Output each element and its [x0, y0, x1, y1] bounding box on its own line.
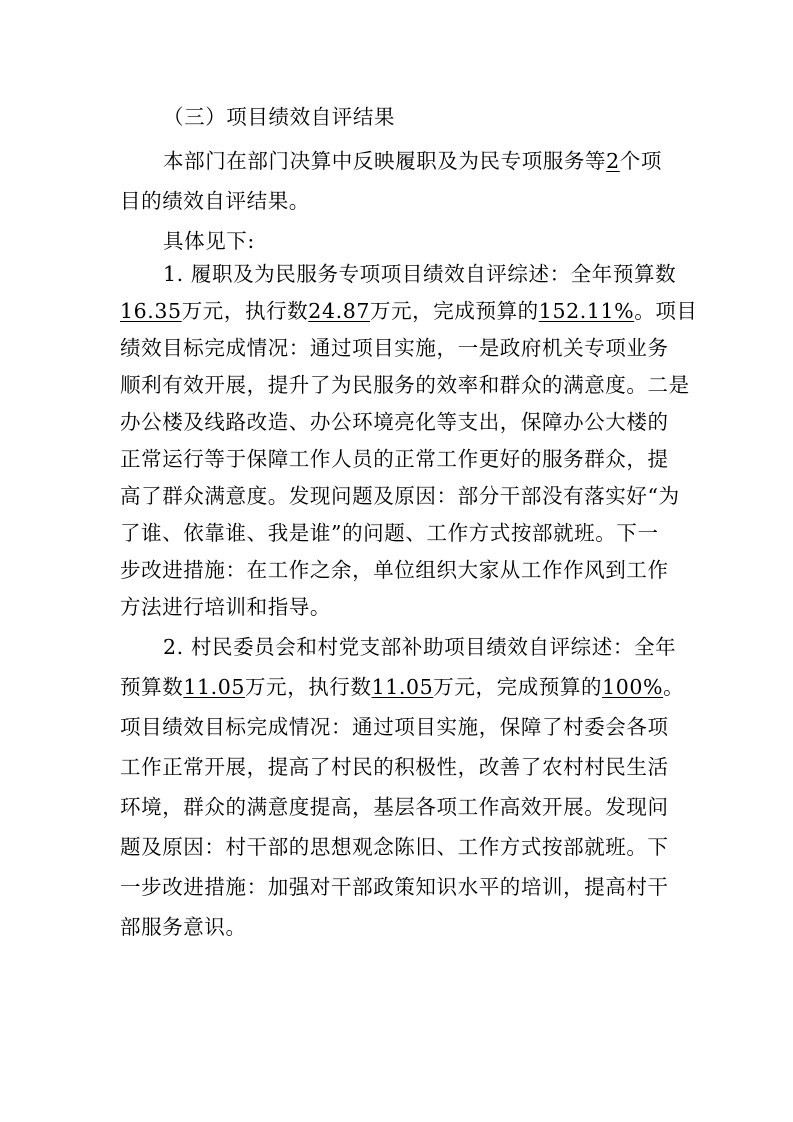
item1-figures [120, 297, 698, 325]
item1-line: 高了群众满意度。发现问题及原因：部分干部没有落实好“为 [120, 484, 680, 508]
section-title: （三）项目绩效自评结果 [163, 105, 396, 129]
item1-line: 顺利有效开展，提升了为民服务的效率和群众的满意度。二是 [120, 373, 690, 397]
intro-line-2: 目的绩效自评结果。 [120, 189, 310, 213]
item1-line: 步改进措施：在工作之余，单位组织大家从工作作风到工作 [120, 558, 669, 582]
item1-line: 了谁、依靠谁、我是谁”的问题、工作方式按部就班。下一 [120, 521, 659, 545]
item2-line: 环境，群众的满意度提高，基层各项工作高效开展。发现问 [120, 795, 669, 819]
intro-line-3: 具体见下: [163, 229, 255, 253]
item1-tail: 。项目 [634, 299, 698, 323]
item2-unit1: 万元，执行数 [245, 675, 372, 699]
item1-line: 绩效目标完成情况：通过项目实施，一是政府机关专项业务 [120, 336, 669, 360]
item1-heading: 1. 履职及为民服务专项项目绩效自评综述：全年预算数 [163, 262, 677, 286]
item1-unit1: 万元，执行数 [181, 299, 309, 323]
intro-text-1: 本部门在部门决算中反映履职及为民专项服务等 [163, 149, 607, 173]
item2-unit2: 万元，完成预算的 [433, 675, 603, 699]
item2-rate: 100% [602, 675, 664, 699]
item2-tail: 。 [663, 675, 685, 699]
item2-line: 题及原因：村干部的思想观念陈旧、工作方式按部就班。下 [120, 835, 669, 859]
intro-text-2: 个项 [619, 149, 662, 173]
item2-budget: 11.05 [183, 675, 245, 699]
item1-rate: 152.11% [538, 299, 635, 323]
item2-line: 工作正常开展，提高了村民的积极性，改善了农村村民生活 [120, 755, 669, 779]
item1-unit2: 万元，完成预算的 [369, 299, 539, 323]
item2-line: 部服务意识。 [120, 915, 247, 939]
item1-line: 方法进行培训和指导。 [120, 595, 331, 619]
item1-line: 办公楼及线路改造、办公环境亮化等支出，保障办公大楼的 [120, 410, 669, 434]
item2-heading: 2. 村民委员会和村党支部补助项目绩效自评综述：全年 [163, 635, 677, 659]
item2-line: 一步改进措施：加强对干部政策知识水平的培训，提高村干 [120, 875, 669, 899]
intro-line-1 [163, 147, 662, 175]
item2-prefix: 预算数 [120, 675, 184, 699]
project-count: 2 [606, 149, 620, 173]
item1-budget: 16.35 [120, 299, 182, 323]
item1-line: 正常运行等于保障工作人员的正常工作更好的服务群众，提 [120, 447, 669, 471]
item2-executed: 11.05 [371, 675, 434, 699]
item2-line: 项目绩效目标完成情况：通过项目实施，保障了村委会各项 [120, 715, 669, 739]
item2-figures [120, 673, 684, 701]
item1-executed: 24.87 [308, 299, 370, 323]
